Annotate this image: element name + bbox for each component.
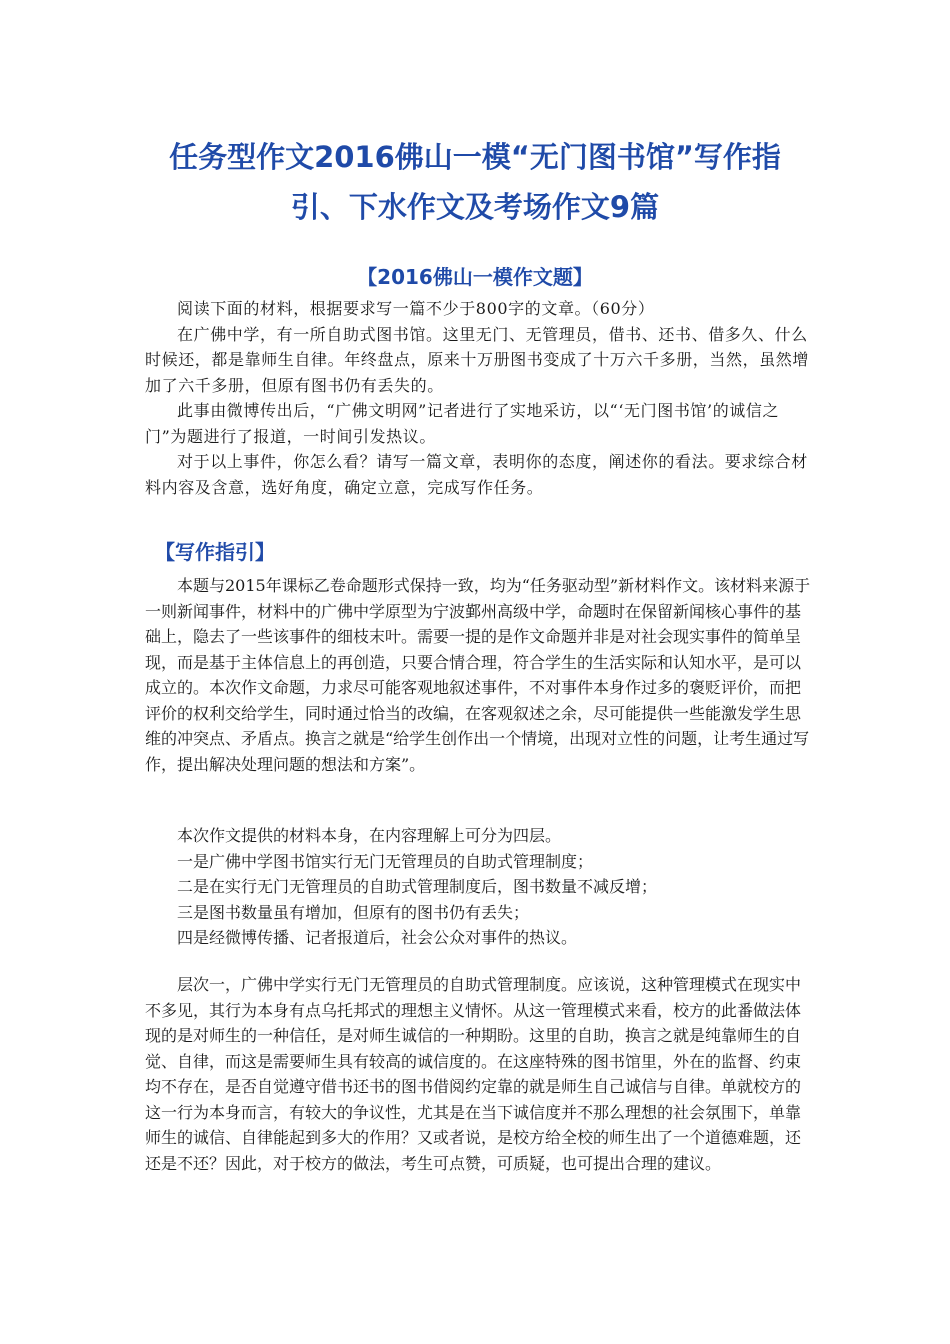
prompt-paragraph: 对于以上事件，你怎么看？请写一篇文章，表明你的态度，阐述你的看法。要求综合材料内容及含意，选好角度，确定立意，完成写作任务。 [145,452,808,497]
layer-item: 一是广佛中学图书馆实行无门无管理员的自助式管理制度； [177,851,594,871]
prompt-paragraph: 阅读下面的材料，根据要求写一篇不少于800字的文章。（60分） [177,299,655,318]
title-line-1: 任务型作文2016佛山一模“无门图书馆”写作指 [169,140,781,174]
section-heading-writing-guide: 【写作指引】 [155,540,275,564]
analysis-text: 层次一，广佛中学实行无门无管理员的自助式管理制度。应该说，这种管理模式在现实中不多见，其行为本身有点乌托邦式的理想主义情怀。从这一管理模式来看，校方的此番做法体现的是对师生的一种信任，是对师生诚信的一种期盼。这里的自助，换言之就是纯靠师生的自觉、自律，而这是需要师生具有较高的诚信度的。在这座特殊的图书馆里，外在的监督、约束均不存在，是否自觉遵守借书还书的图书借阅约定靠的就是师生自己诚信与自律。单就校方的这一行为本身而言，有较大的争议性，尤其是在当下诚信度并不那么理想的社会氛围下，单靠师生的诚信、自律能起到多大的作用？又或者说，是校方给全校的师生出了一个道德难题，还还是不还？因此，对于校方的做法，考生可点赞，可质疑，也可提出合理的建议。 [145,975,802,1173]
section-heading-exam-prompt: 【2016佛山一模作文题】 [357,265,593,289]
layer-item: 二是在实行无门无管理员的自助式管理制度后，图书数量不减反增； [177,877,658,896]
layer-item: 三是图书数量虽有增加，但原有的图书仍有丢失； [177,902,530,922]
document-title [100,132,850,232]
guide-intro-text: 本题与2015年课标乙卷命题形式保持一致，均为“任务驱动型”新材料作文。该材料来源于一则新闻事件，材料中的广佛中学原型为宁波鄞州高级中学，命题时在保留新闻核心事件的基础上，隐去了一些该事件的细枝末叶。需要一提的是作文命题并非是对社会现实事件的简单呈现，而是基于主体信息上的再创造，只要合情合理，符合学生的生活实际和认知水平，是可以成立的。本次作文命题，力求尽可能客观地叙述事件，不对事件本身作过多的褒贬评价，而把评价的权利交给学生，同时通过恰当的改编，在客观叙述之余，尽可能提供一些能激发学生思维的冲突点、矛盾点。换言之就是“给学生创作出一个情境，出现对立性的问题，让考生通过写作，提出解决处理问题的想法和方案”。 [145,576,811,774]
guide-intro-paragraph [145,573,815,777]
prompt-paragraph: 此事由微博传出后，“广佛文明网”记者进行了实地采访，以“‘无门图书馆’的诚信之门”为题进行了报道，一时间引发热议。 [145,401,780,446]
exam-prompt-body [145,296,815,500]
material-layers-list [145,823,815,951]
title-line-2: 引、下水作文及考场作文9篇 [290,190,660,224]
prompt-paragraph: 在广佛中学，有一所自助式图书馆。这里无门、无管理员，借书、还书、借多久、什么时候还，都是靠师生自律。年终盘点，原来十万册图书变成了十万六千多册，当然，虽然增加了六千多册，但原有图书仍有丢失的。 [145,324,810,395]
layer-item: 四是经微博传播、记者报道后，社会公众对事件的热议。 [177,928,578,947]
layers-intro: 本次作文提供的材料本身，在内容理解上可分为四层。 [177,826,562,845]
layer-one-analysis [145,972,815,1176]
